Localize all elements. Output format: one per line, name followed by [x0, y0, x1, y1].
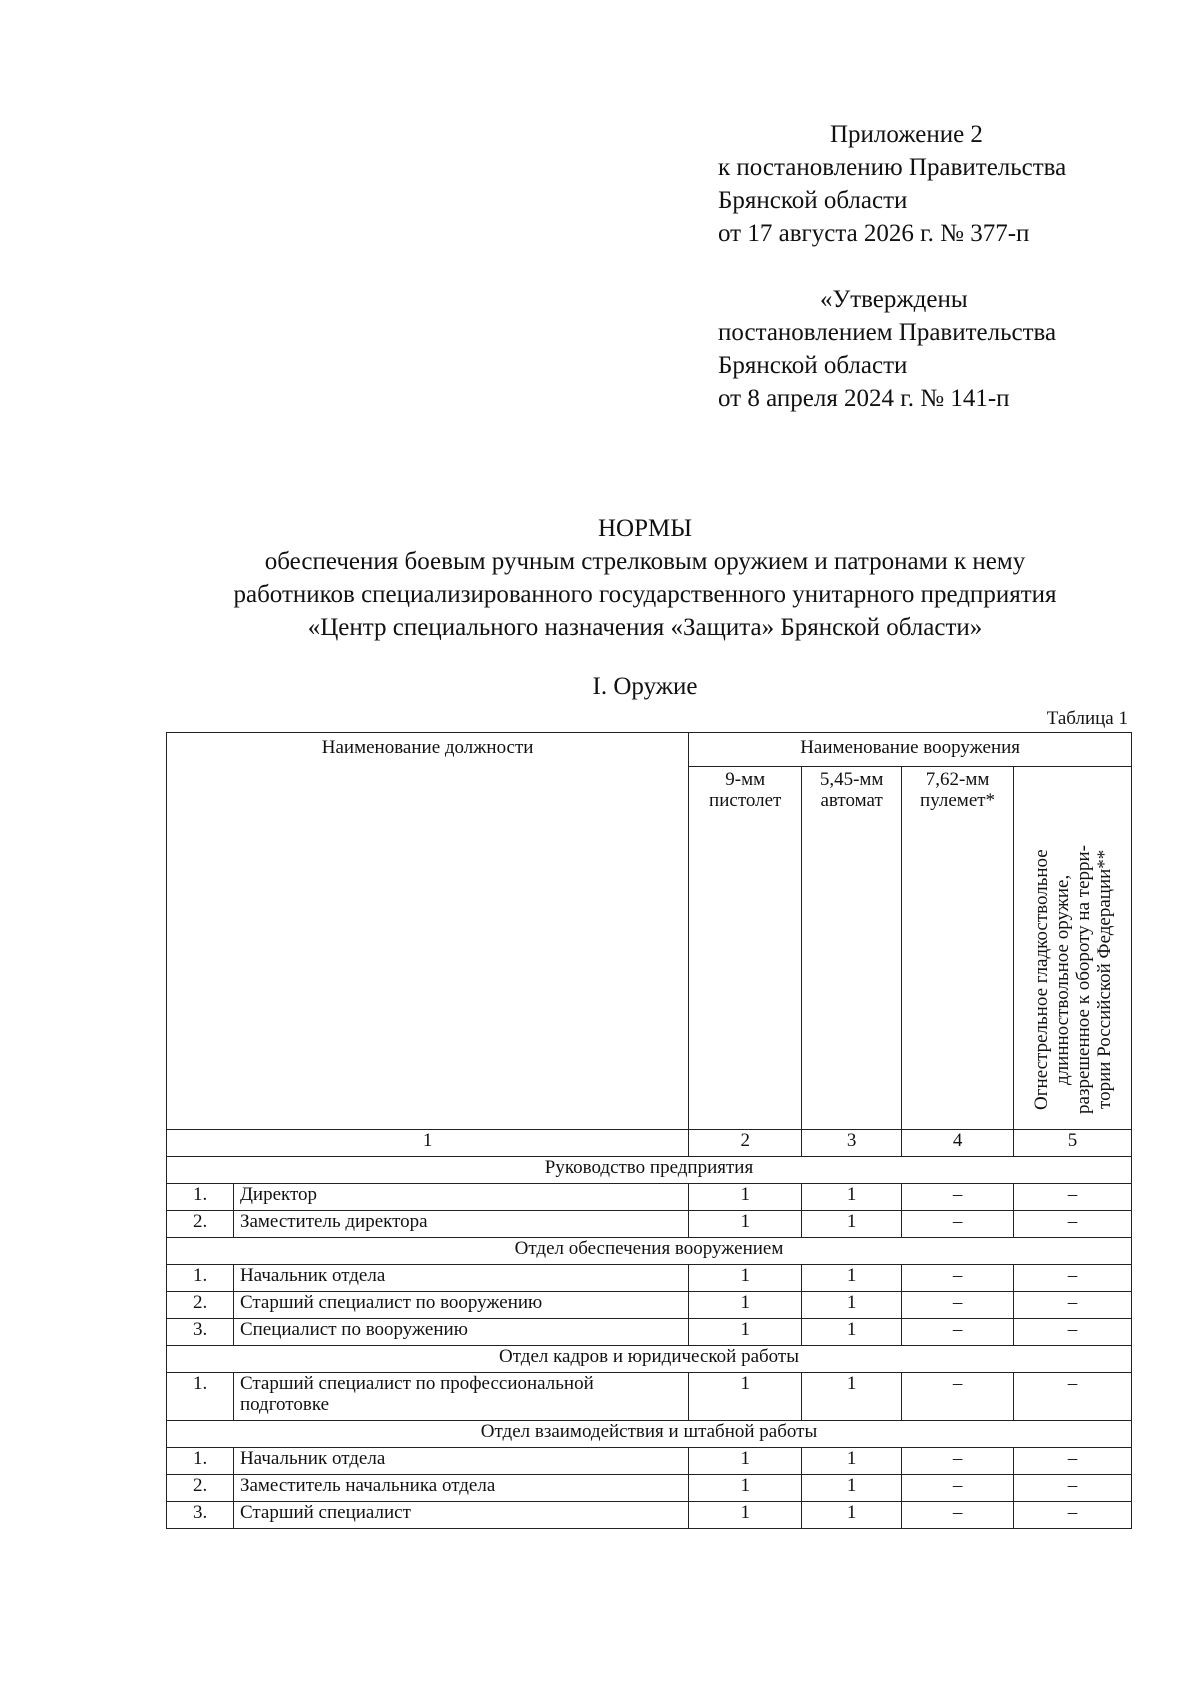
row-number: 2. — [167, 1292, 234, 1319]
pistol-count: 1 — [689, 1475, 802, 1502]
pistol-count: 1 — [689, 1184, 802, 1211]
pistol-count: 1 — [689, 1319, 802, 1346]
pistol-count: 1 — [689, 1265, 802, 1292]
rifle-count: 1 — [802, 1292, 902, 1319]
section-row — [167, 1238, 1132, 1265]
pistol-count: 1 — [689, 1502, 802, 1529]
header-smoothbore-line: тории Российской Федерации** — [1093, 849, 1115, 1110]
machinegun-count: – — [902, 1265, 1014, 1292]
section-title: I. Оружие — [592, 673, 698, 700]
approval-line: Брянской области — [718, 352, 908, 379]
machinegun-count: – — [902, 1319, 1014, 1346]
header-smoothbore — [1014, 767, 1132, 1130]
row-number: 1. — [167, 1265, 234, 1292]
section-title-cell: Руководство предприятия — [167, 1157, 1132, 1184]
header-pistol-label: пистолет — [709, 790, 782, 811]
section-row — [167, 1421, 1132, 1448]
row-number: 2. — [167, 1475, 234, 1502]
pistol-count: 1 — [689, 1292, 802, 1319]
position-name: Специалист по вооружению — [233, 1319, 688, 1346]
approval-date: от 8 апреля 2024 г. № 141-п — [718, 385, 1010, 412]
header-pistol-caliber: 9-мм — [725, 769, 766, 790]
table-row — [167, 1292, 1132, 1319]
position-name: Старший специалист — [233, 1502, 688, 1529]
row-number: 1. — [167, 1184, 234, 1211]
section-row — [167, 1346, 1132, 1373]
smoothbore-count: – — [1014, 1502, 1132, 1529]
smoothbore-count: – — [1014, 1184, 1132, 1211]
table-row — [167, 1475, 1132, 1502]
smoothbore-count: – — [1014, 1319, 1132, 1346]
smoothbore-count: – — [1014, 1475, 1132, 1502]
machinegun-count: – — [902, 1292, 1014, 1319]
document-subtitle-line: работников специализированного государственного унитарного предприятия — [233, 581, 1057, 608]
table-row — [167, 1184, 1132, 1211]
column-number-row — [167, 1130, 1132, 1157]
table-row — [167, 1373, 1132, 1421]
machinegun-count: – — [902, 1211, 1014, 1238]
smoothbore-count: – — [1014, 1448, 1132, 1475]
smoothbore-count: – — [1014, 1292, 1132, 1319]
column-number: 2 — [689, 1130, 802, 1157]
position-name: Начальник отдела — [233, 1265, 688, 1292]
weapons-table — [166, 732, 1132, 1529]
rifle-count: 1 — [802, 1184, 902, 1211]
document-subtitle-line: обеспечения боевым ручным стрелковым оружием и патронами к нему — [264, 548, 1026, 575]
row-number: 2. — [167, 1211, 234, 1238]
document-heading — [0, 512, 1200, 644]
position-name: Заместитель начальника отдела — [233, 1475, 688, 1502]
position-name: Начальник отдела — [233, 1448, 688, 1475]
header-position: Наименование должности — [167, 733, 689, 1130]
approval-block — [718, 283, 1056, 415]
row-number: 3. — [167, 1319, 234, 1346]
column-number: 4 — [902, 1130, 1014, 1157]
column-number: 1 — [167, 1130, 689, 1157]
pistol-count: 1 — [689, 1448, 802, 1475]
machinegun-count: – — [902, 1448, 1014, 1475]
section-row — [167, 1157, 1132, 1184]
row-number: 3. — [167, 1502, 234, 1529]
rifle-count: 1 — [802, 1373, 902, 1421]
rifle-count: 1 — [802, 1448, 902, 1475]
section-title-cell: Отдел взаимодействия и штабной работы — [167, 1421, 1132, 1448]
machinegun-count: – — [902, 1184, 1014, 1211]
table-row — [167, 1448, 1132, 1475]
header-machinegun-caliber: 7,62-мм — [925, 769, 990, 790]
annex-line: к постановлению Правительства — [718, 154, 1067, 181]
rifle-count: 1 — [802, 1319, 902, 1346]
section-title-cell: Отдел кадров и юридической работы — [167, 1346, 1132, 1373]
table-row — [167, 1319, 1132, 1346]
machinegun-count: – — [902, 1373, 1014, 1421]
machinegun-count: – — [902, 1475, 1014, 1502]
header-weapons: Наименование вооружения — [689, 733, 1132, 767]
header-rifle-label: автомат — [820, 790, 883, 811]
header-smoothbore-line: Огнестрельное гладкоствольное — [1030, 849, 1052, 1110]
smoothbore-count: – — [1014, 1211, 1132, 1238]
smoothbore-count: – — [1014, 1265, 1132, 1292]
document-title: НОРМЫ — [597, 515, 693, 542]
header-rifle-caliber: 5,45-мм — [819, 769, 884, 790]
annex-block — [718, 118, 1066, 250]
pistol-count: 1 — [689, 1211, 802, 1238]
position-name: Заместитель директора — [233, 1211, 688, 1238]
rifle-count: 1 — [802, 1502, 902, 1529]
header-pistol — [689, 767, 802, 1130]
header-smoothbore-line: длинноствольное оружие, — [1051, 874, 1073, 1085]
header-machinegun-label: пулемет* — [920, 790, 996, 811]
rifle-count: 1 — [802, 1211, 902, 1238]
section-title-cell: Отдел обеспечения вооружением — [167, 1238, 1132, 1265]
row-number: 1. — [167, 1373, 234, 1421]
column-number: 5 — [1014, 1130, 1132, 1157]
header-smoothbore-line: разрешенное к обороту на терри- — [1072, 845, 1094, 1114]
table-row — [167, 1265, 1132, 1292]
annex-line: Брянской области — [718, 187, 908, 214]
machinegun-count: – — [902, 1502, 1014, 1529]
rifle-count: 1 — [802, 1475, 902, 1502]
annex-title: Приложение 2 — [830, 121, 983, 148]
column-number: 3 — [802, 1130, 902, 1157]
approval-line: постановлением Правительства — [718, 319, 1057, 346]
rifle-count: 1 — [802, 1265, 902, 1292]
header-smoothbore-text — [1031, 845, 1115, 1114]
header-machinegun — [902, 767, 1014, 1130]
approval-title: «Утверждены — [820, 286, 968, 313]
document-subtitle-line: «Центр специального назначения «Защита» Брянской области» — [307, 614, 983, 641]
table-row — [167, 1502, 1132, 1529]
position-name: Старший специалист по профессиональной подготовке — [233, 1373, 688, 1421]
annex-date: от 17 августа 2026 г. № 377-п — [718, 220, 1030, 247]
table-row — [167, 1211, 1132, 1238]
smoothbore-count: – — [1014, 1373, 1132, 1421]
row-number: 1. — [167, 1448, 234, 1475]
position-name: Старший специалист по вооружению — [233, 1292, 688, 1319]
header-rifle — [802, 767, 902, 1130]
table-label: Таблица 1 — [1046, 708, 1128, 729]
pistol-count: 1 — [689, 1373, 802, 1421]
position-name: Директор — [233, 1184, 688, 1211]
